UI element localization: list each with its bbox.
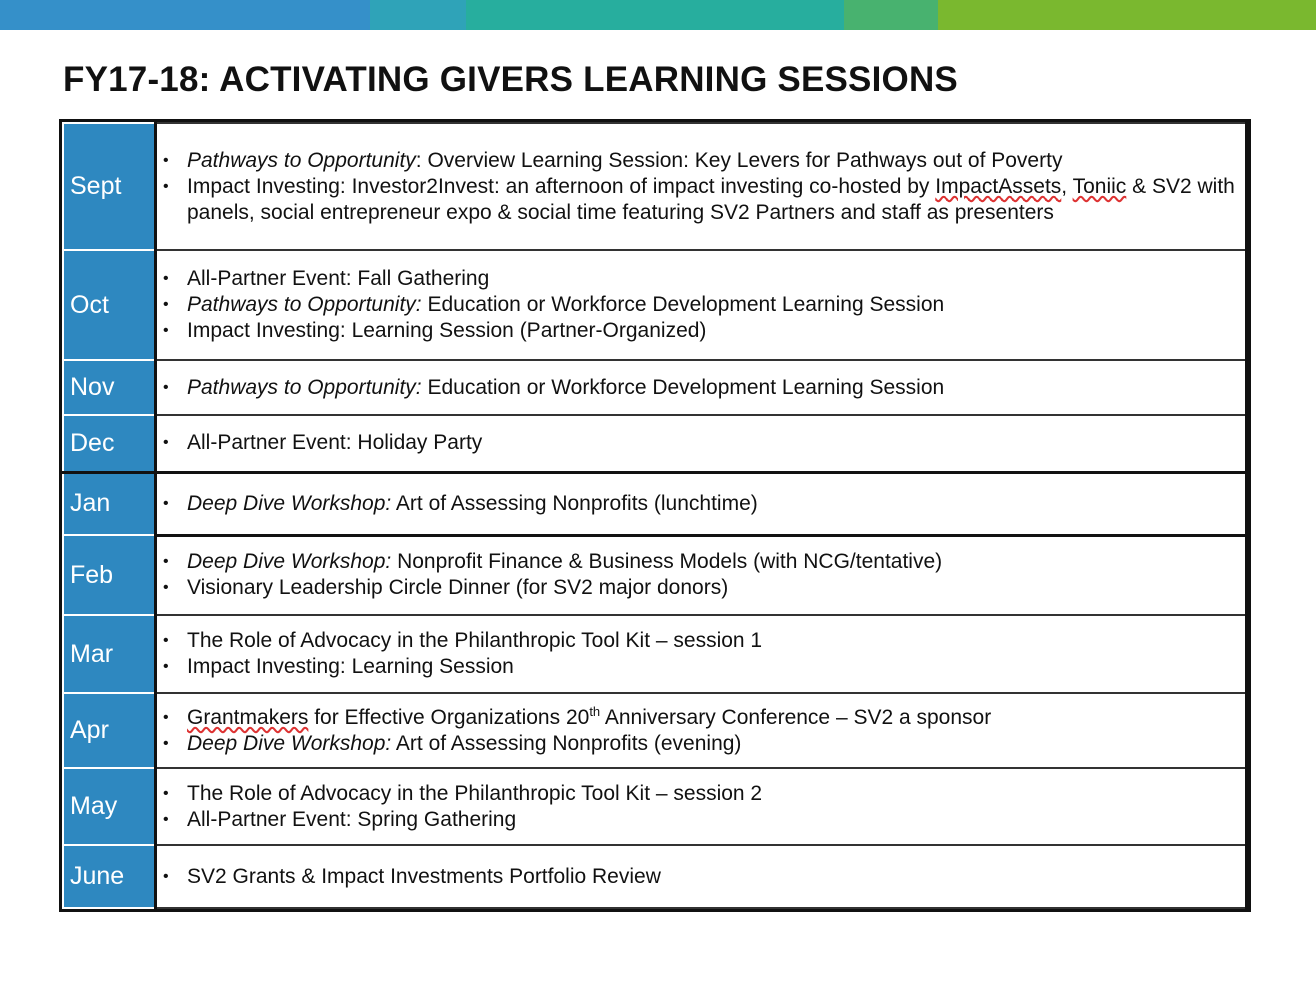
color-bar-segment-4 (844, 0, 938, 30)
events-cell (156, 535, 1247, 615)
schedule-table (62, 122, 1248, 909)
table-row (63, 415, 1247, 472)
month-label: Oct (63, 250, 156, 360)
page-title: FY17-18: ACTIVATING GIVERS LEARNING SESSIONS (63, 60, 958, 99)
color-bar-segment-3 (466, 0, 844, 30)
list-item: • All-Partner Event: Holiday Party (163, 430, 1245, 456)
events-cell (156, 845, 1247, 908)
month-label: Apr (63, 693, 156, 768)
list-item: • The Role of Advocacy in the Philanthropic Tool Kit – session 1 (163, 628, 1245, 654)
color-bar-segment-5 (938, 0, 1316, 30)
list-item: • Deep Dive Workshop: Art of Assessing Nonprofits (lunchtime) (163, 491, 1245, 517)
list-item: • SV2 Grants & Impact Investments Portfolio Review (163, 864, 1245, 890)
table-row (63, 360, 1247, 415)
month-label: Jan (63, 472, 156, 535)
list-item: • All-Partner Event: Fall Gathering (163, 266, 1245, 292)
list-item: • Pathways to Opportunity: Education or Workforce Development Learning Session (163, 292, 1245, 318)
month-label: Dec (63, 415, 156, 472)
color-bar-segment-1 (0, 0, 370, 30)
month-label: Feb (63, 535, 156, 615)
list-item: • Pathways to Opportunity: Overview Learning Session: Key Levers for Pathways out of Poverty (163, 148, 1245, 174)
table-row (63, 845, 1247, 908)
color-bar-segment-2 (370, 0, 466, 30)
events-cell (156, 123, 1247, 250)
events-cell (156, 250, 1247, 360)
events-cell (156, 360, 1247, 415)
events-cell (156, 693, 1247, 768)
list-item: • Deep Dive Workshop: Nonprofit Finance & Business Models (with NCG/tentative) (163, 549, 1245, 575)
list-item: • Deep Dive Workshop: Art of Assessing Nonprofits (evening) (163, 731, 1245, 757)
list-item: • Visionary Leadership Circle Dinner (for SV2 major donors) (163, 575, 1245, 601)
list-item: • Pathways to Opportunity: Education or Workforce Development Learning Session (163, 375, 1245, 401)
month-label: June (63, 845, 156, 908)
table-row (63, 123, 1247, 250)
events-cell (156, 768, 1247, 845)
month-label: May (63, 768, 156, 845)
table-row (63, 693, 1247, 768)
table-row (63, 250, 1247, 360)
list-item: • Impact Investing: Learning Session (163, 654, 1245, 680)
month-label: Nov (63, 360, 156, 415)
table-row (63, 535, 1247, 615)
events-cell (156, 615, 1247, 693)
table-row (63, 472, 1247, 535)
header-color-bar (0, 0, 1316, 30)
list-item: • Impact Investing: Learning Session (Partner-Organized) (163, 318, 1245, 344)
events-cell (156, 472, 1247, 535)
month-label: Sept (63, 123, 156, 250)
list-item: • Impact Investing: Investor2Invest: an afternoon of impact investing co-hosted by ImpactAssets, Toniic & SV2 with panels, social entrepreneur expo & social time featuring SV2 Partners and staff as presenters (163, 174, 1245, 226)
events-cell (156, 415, 1247, 472)
table-row (63, 615, 1247, 693)
table-row (63, 768, 1247, 845)
list-item: • The Role of Advocacy in the Philanthropic Tool Kit – session 2 (163, 781, 1245, 807)
list-item: • All-Partner Event: Spring Gathering (163, 807, 1245, 833)
month-label: Mar (63, 615, 156, 693)
list-item: • Grantmakers for Effective Organizations 20th Anniversary Conference – SV2 a sponsor (163, 705, 1245, 731)
